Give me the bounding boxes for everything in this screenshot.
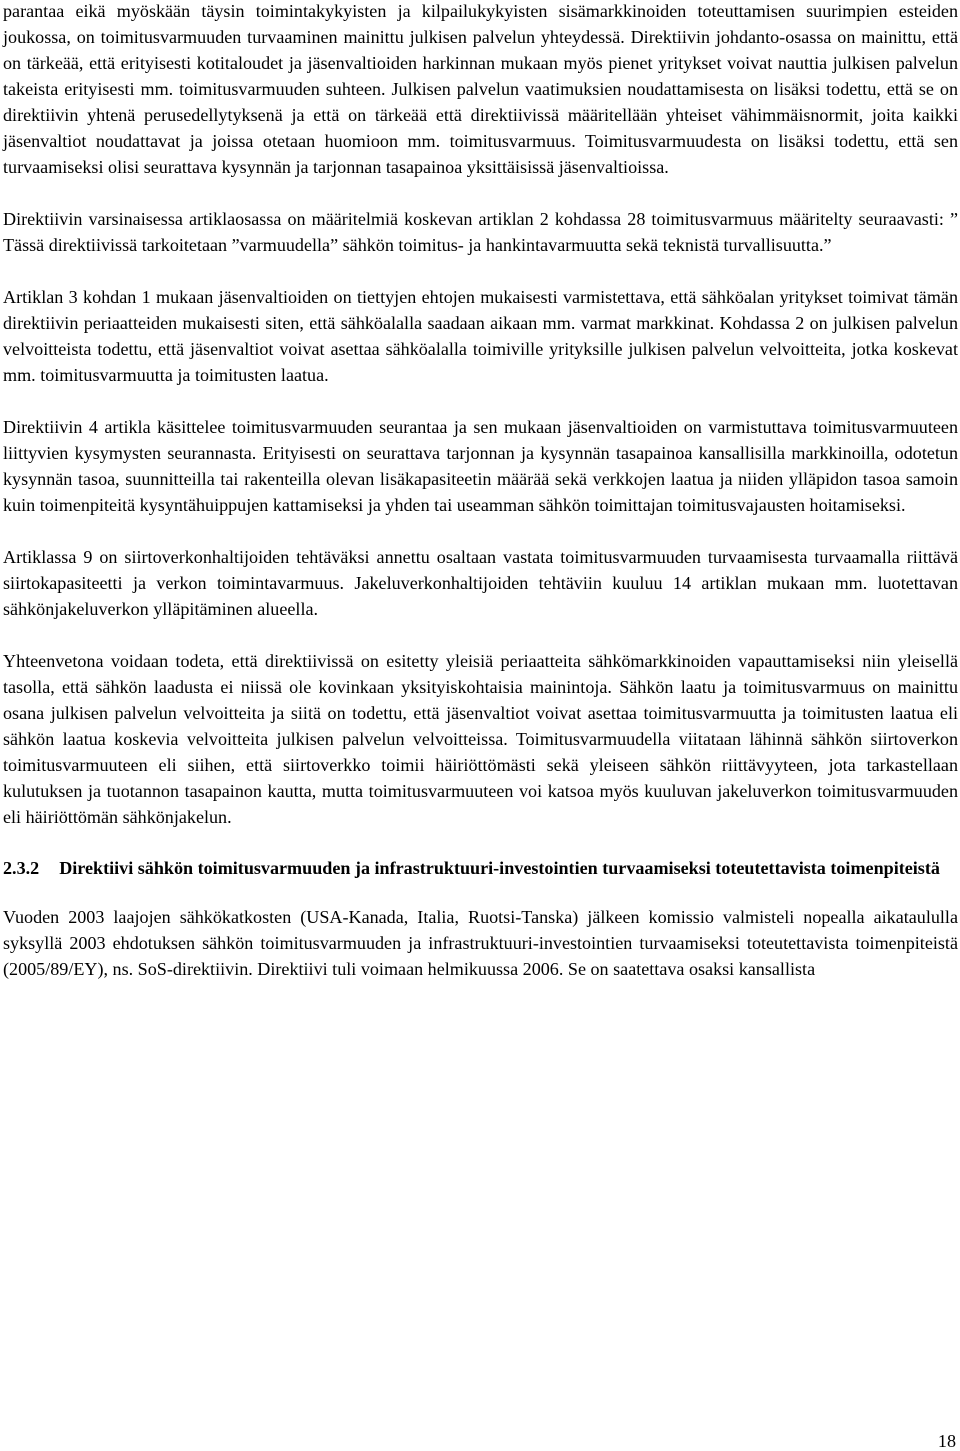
paragraph-summary: Yhteenvetona voidaan todeta, että direktiivissä on esitetty yleisiä periaatteita sähkömarkkinoiden vapauttamiseksi niin yleisellä tasolla, että sähkön laadusta ei niissä ole kovinkaan yksityiskohtaisia mainintoja. Sähkön laatu ja toimitusvarmuus on mainittu osana julkisen palvelun velvoitteita ja siitä on todettu, että jäsenvaltiot voivat asettaa toimitusvarmuutta ja toimitusten laatua eli sähkön laatua koskevia velvoitteita julkisen palvelun velvoitteissa. Toimitusvarmuudella viitataan lähinnä sähkön siirtoverkon toimitusvarmuuteen eli siihen, että siirtoverkko toimii häiriöttömästi sekä yleiseen sähkön riittävyyteen, jota tarkastellaan kulutuksen ja tuotannon tasapainon kautta, mutta toimitusvarmuuteen voi katsoa myös kuuluvan jakeluverkon toimitusvarmuuden eli häiriöttömän sähkönjakelun. [3,651,958,827]
paragraph-definition: Direktiivin varsinaisessa artiklaosassa on määritelmiä koskevan artiklan 2 kohdassa 28 toimitusvarmuus määritelty seuraavasti: ” Tässä direktiivissä tarkoitetaan ”varmuudella” sähkön toimitus- ja hankintavarmuutta sekä teknistä turvallisuutta.” [3,209,958,255]
paragraph-article-3: Artiklan 3 kohdan 1 mukaan jäsenvaltioiden on tiettyjen ehtojen mukaisesti varmistettava, että sähköalan yritykset toimivat tämän direktiivin periaatteiden mukaisesti siten, että sähköalalla saadaan aikaan mm. varmat markkinat. Kohdassa 2 on julkisen palvelun velvoitteista todettu, että jäsenvaltiot voivat asettaa sähköalalla toimiville yrityksille julkisen palvelun velvoitteita, jotka koskevat mm. toimitusvarmuutta ja toimitusten laatua. [3,287,958,385]
paragraph-article-4: Direktiivin 4 artikla käsittelee toimitusvarmuuden seurantaa ja sen mukaan jäsenvaltioiden on varmistuttava toimitusvarmuuteen liittyvien kysymysten seurannasta. Erityisesti on seurattava tarjonnan ja kysynnän tasapainoa kansallisilla markkinoilla, odotetun kysynnän tasoa, suunnitteilla tai rakenteilla olevan lisäkapasiteetin määrää sekä verkkojen laatua ja niiden ylläpidon tasoa samoin kuin toimenpiteitä kysyntähuippujen kattamiseksi ja yhden tai useamman sähkön toimittajan toimitusvajausten hoitamiseksi. [3,417,958,515]
paragraph-article-9: Artiklassa 9 on siirtoverkonhaltijoiden tehtäväksi annettu osaltaan vastata toimitusvarmuuden turvaamisesta turvaamalla riittävä siirtokapasiteetti ja verkon toimintavarmuus. Jakeluverkonhaltijoiden tehtäviin kuuluu 14 artiklan mukaan mm. luotettavan sähkönjakeluverkon ylläpitäminen alueella. [3,547,958,619]
section-title: Direktiivi sähkön toimitusvarmuuden ja infrastruktuuri-investointien turvaamiseksi toteutettavista toimenpiteistä [59,858,940,878]
page-body [3,0,958,982]
paragraph-public-service: parantaa eikä myöskään täysin toimintakykyisten ja kilpailukykyisten sisämarkkinoiden toteuttamisen suurimpien esteiden joukossa, on toimitusvarmuuden turvaaminen mainittu julkisen palvelun yhteydessä. Direktiivin johdanto-osassa on mainittu, että on tärkeää, että erityisesti kotitaloudet ja jäsenvaltioiden harkinnan mukaan myös pienet yritykset voivat nauttia julkisen palvelun takeista erityisesti mm. toimitusvarmuuden suhteen. Julkisen palvelun vaatimuksien noudattamisesta on lisäksi todettu, että se on direktiivin yhtenä perusedellytyksenä ja että on tärkeää että direktiivissä määritellään yhteiset vähimmäisnormit, joita kaikki jäsenvaltiot noudattavat ja joissa otetaan huomioon mm. toimitusvarmuus. Toimitusvarmuudesta on lisäksi todettu, että sen turvaamiseksi olisi seurattava kysynnän ja tarjonnan tasapainoa yksittäisissä jäsenvaltioissa. [3,1,958,177]
section-heading [3,856,958,880]
page-number: 18 [937,1431,956,1451]
paragraph-sos-directive: Vuoden 2003 laajojen sähkökatkosten (USA-Kanada, Italia, Ruotsi-Tanska) jälkeen komissio valmisteli nopealla aikataululla syksyllä 2003 ehdotuksen sähkön toimitusvarmuuden ja infrastruktuuri-investointien turvaamiseksi toteutettavista toimenpiteistä (2005/89/EY), ns. SoS-direktiivin. Direktiivi tuli voimaan helmikuussa 2006. Se on saatettava osaksi kansallista [3,907,958,979]
section-number: 2.3.2 [3,858,40,878]
